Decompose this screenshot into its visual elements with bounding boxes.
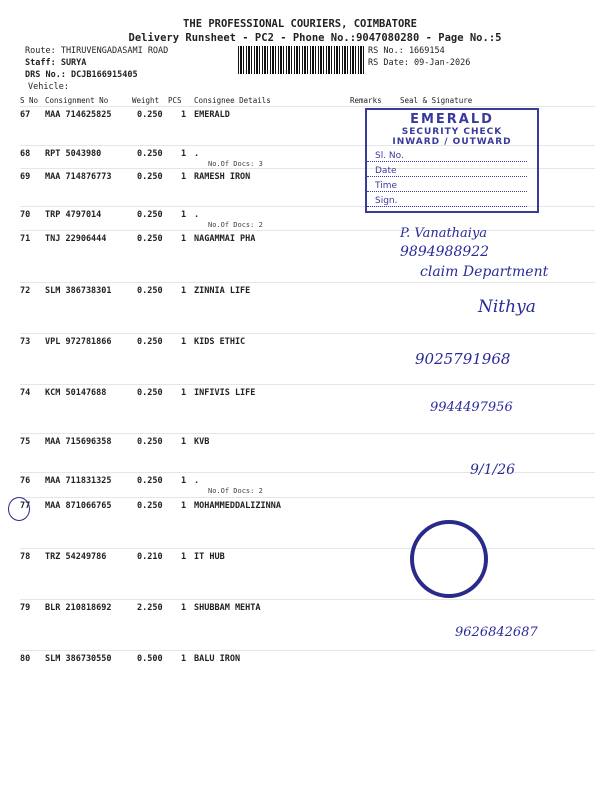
row-weight: 0.250 — [137, 234, 163, 244]
row-pcs: 1 — [181, 234, 187, 244]
row-docs-count: No.Of Docs: 3 — [208, 160, 263, 168]
row-consignee: . — [194, 149, 200, 159]
col-remarks: Remarks — [350, 96, 382, 105]
row-pcs: 1 — [181, 437, 187, 447]
row-consignment-no: TRZ 54249786 — [45, 552, 107, 562]
row-divider — [20, 433, 595, 434]
row-sno: 78 — [20, 552, 31, 562]
row-consignee: KIDS ETHIC — [194, 337, 246, 347]
row-consignee: KVB — [194, 437, 210, 447]
row-sno: 75 — [20, 437, 31, 447]
row-sno: 74 — [20, 388, 31, 398]
row-sno: 73 — [20, 337, 31, 347]
handwritten-date: 9/1/26 — [470, 462, 516, 478]
row-consignee: ZINNIA LIFE — [194, 286, 251, 296]
row-divider — [20, 548, 595, 549]
handwritten-phone-3: 9944497956 — [430, 400, 513, 415]
company-title: THE PROFESSIONAL COURIERS, COIMBATORE — [183, 18, 417, 30]
rs-no: RS No.: 1669154 — [368, 46, 445, 56]
stamp-field-sign: Sign. — [367, 196, 527, 207]
row-divider — [20, 599, 595, 600]
col-pcs: PCS — [168, 96, 182, 105]
col-consignment: Consignment No — [45, 96, 109, 105]
drs-no: DRS No.: DCJB166915405 — [25, 70, 138, 80]
row-consignee: IT HUB — [194, 552, 225, 562]
row-sno: 67 — [20, 110, 31, 120]
row-weight: 2.250 — [137, 603, 163, 613]
row-consignee: INFIVIS LIFE — [194, 388, 256, 398]
row-divider — [20, 650, 595, 651]
security-check-stamp — [365, 108, 539, 213]
row-weight: 0.250 — [137, 337, 163, 347]
row-divider — [20, 497, 595, 498]
stamp-field-slno: Sl. No. — [367, 151, 527, 162]
row-sno: 76 — [20, 476, 31, 486]
runsheet-subtitle: Delivery Runsheet - PC2 - Phone No.:9047080280 - Page No.:5 — [128, 32, 502, 44]
row-consignee: RAMESH IRON — [194, 172, 251, 182]
round-seal — [410, 520, 488, 598]
row-sno: 72 — [20, 286, 31, 296]
row-pcs: 1 — [181, 337, 187, 347]
row-sno: 80 — [20, 654, 31, 664]
handwritten-phone-2: 9025791968 — [415, 350, 511, 368]
row-divider — [20, 282, 595, 283]
row-weight: 0.210 — [137, 552, 163, 562]
handwritten-nithya: Nithya — [478, 297, 536, 317]
col-sno: S No — [20, 96, 39, 105]
row-consignee: NAGAMMAI PHA — [194, 234, 256, 244]
row-weight: 0.250 — [137, 172, 163, 182]
row-pcs: 1 — [181, 286, 187, 296]
stamp-line1: SECURITY CHECK — [401, 127, 503, 137]
staff: Staff: SURYA — [25, 58, 87, 68]
row-consignment-no: TNJ 22906444 — [45, 234, 107, 244]
row-pcs: 1 — [181, 654, 187, 664]
stamp-field-time: Time — [367, 181, 527, 192]
row-pcs: 1 — [181, 172, 187, 182]
row-pcs: 1 — [181, 210, 187, 220]
col-signature: Seal & Signature — [400, 96, 473, 105]
row-consignment-no: SLM 386730550 — [45, 654, 112, 664]
row-consignment-no: VPL 972781866 — [45, 337, 112, 347]
row-consignee: MOHAMMEDDALIZINNA — [194, 501, 281, 511]
circled-mark — [8, 497, 30, 521]
row-pcs: 1 — [181, 552, 187, 562]
row-sno: 69 — [20, 172, 31, 182]
vehicle: Vehicle: — [28, 82, 69, 92]
route: Route: THIRUVENGADASAMI ROAD — [25, 46, 169, 56]
row-weight: 0.500 — [137, 654, 163, 664]
row-consignee: . — [194, 210, 200, 220]
row-divider — [20, 384, 595, 385]
handwritten-department: claim Department — [420, 264, 549, 280]
stamp-line2: INWARD / OUTWARD — [392, 137, 512, 147]
handwritten-phone-1: 9894988922 — [400, 244, 490, 260]
col-consignee: Consignee Details — [194, 96, 271, 105]
stamp-field-date: Date — [367, 166, 527, 177]
row-sno: 79 — [20, 603, 31, 613]
rs-date: RS Date: 09-Jan-2026 — [368, 58, 471, 68]
row-weight: 0.250 — [137, 210, 163, 220]
row-docs-count: No.Of Docs: 2 — [208, 221, 263, 229]
row-pcs: 1 — [181, 476, 187, 486]
row-consignee: BALU IRON — [194, 654, 241, 664]
row-consignment-no: BLR 210818692 — [45, 603, 112, 613]
col-weight: Weight — [132, 96, 160, 105]
stamp-title: EMERALD — [410, 112, 494, 127]
handwritten-name: P. Vanathaiya — [400, 226, 488, 241]
row-sno: 70 — [20, 210, 31, 220]
row-divider — [20, 230, 595, 231]
row-consignee: SHUBBAM MEHTA — [194, 603, 261, 613]
row-consignee: EMERALD — [194, 110, 230, 120]
row-pcs: 1 — [181, 603, 187, 613]
row-consignee: . — [194, 476, 200, 486]
row-divider — [20, 333, 595, 334]
row-weight: 0.250 — [137, 437, 163, 447]
row-weight: 0.250 — [137, 149, 163, 159]
row-divider — [20, 106, 595, 107]
row-sno: 71 — [20, 234, 31, 244]
row-weight: 0.250 — [137, 286, 163, 296]
barcode — [238, 46, 366, 74]
row-weight: 0.250 — [137, 476, 163, 486]
row-consignment-no: RPT 5043980 — [45, 149, 102, 159]
row-weight: 0.250 — [137, 501, 163, 511]
handwritten-phone-4: 9626842687 — [455, 625, 538, 640]
row-consignment-no: MAA 711831325 — [45, 476, 112, 486]
row-docs-count: No.Of Docs: 2 — [208, 487, 263, 495]
row-sno: 68 — [20, 149, 31, 159]
row-consignment-no: MAA 715696358 — [45, 437, 112, 447]
row-pcs: 1 — [181, 110, 187, 120]
row-consignment-no: KCM 50147688 — [45, 388, 107, 398]
row-weight: 0.250 — [137, 388, 163, 398]
row-pcs: 1 — [181, 388, 187, 398]
row-consignment-no: MAA 714876773 — [45, 172, 112, 182]
row-consignment-no: TRP 4797014 — [45, 210, 102, 220]
row-sno: 77 — [20, 501, 31, 511]
row-pcs: 1 — [181, 501, 187, 511]
row-consignment-no: SLM 386738301 — [45, 286, 112, 296]
row-weight: 0.250 — [137, 110, 163, 120]
row-pcs: 1 — [181, 149, 187, 159]
row-consignment-no: MAA 714625825 — [45, 110, 112, 120]
row-consignment-no: MAA 871066765 — [45, 501, 112, 511]
